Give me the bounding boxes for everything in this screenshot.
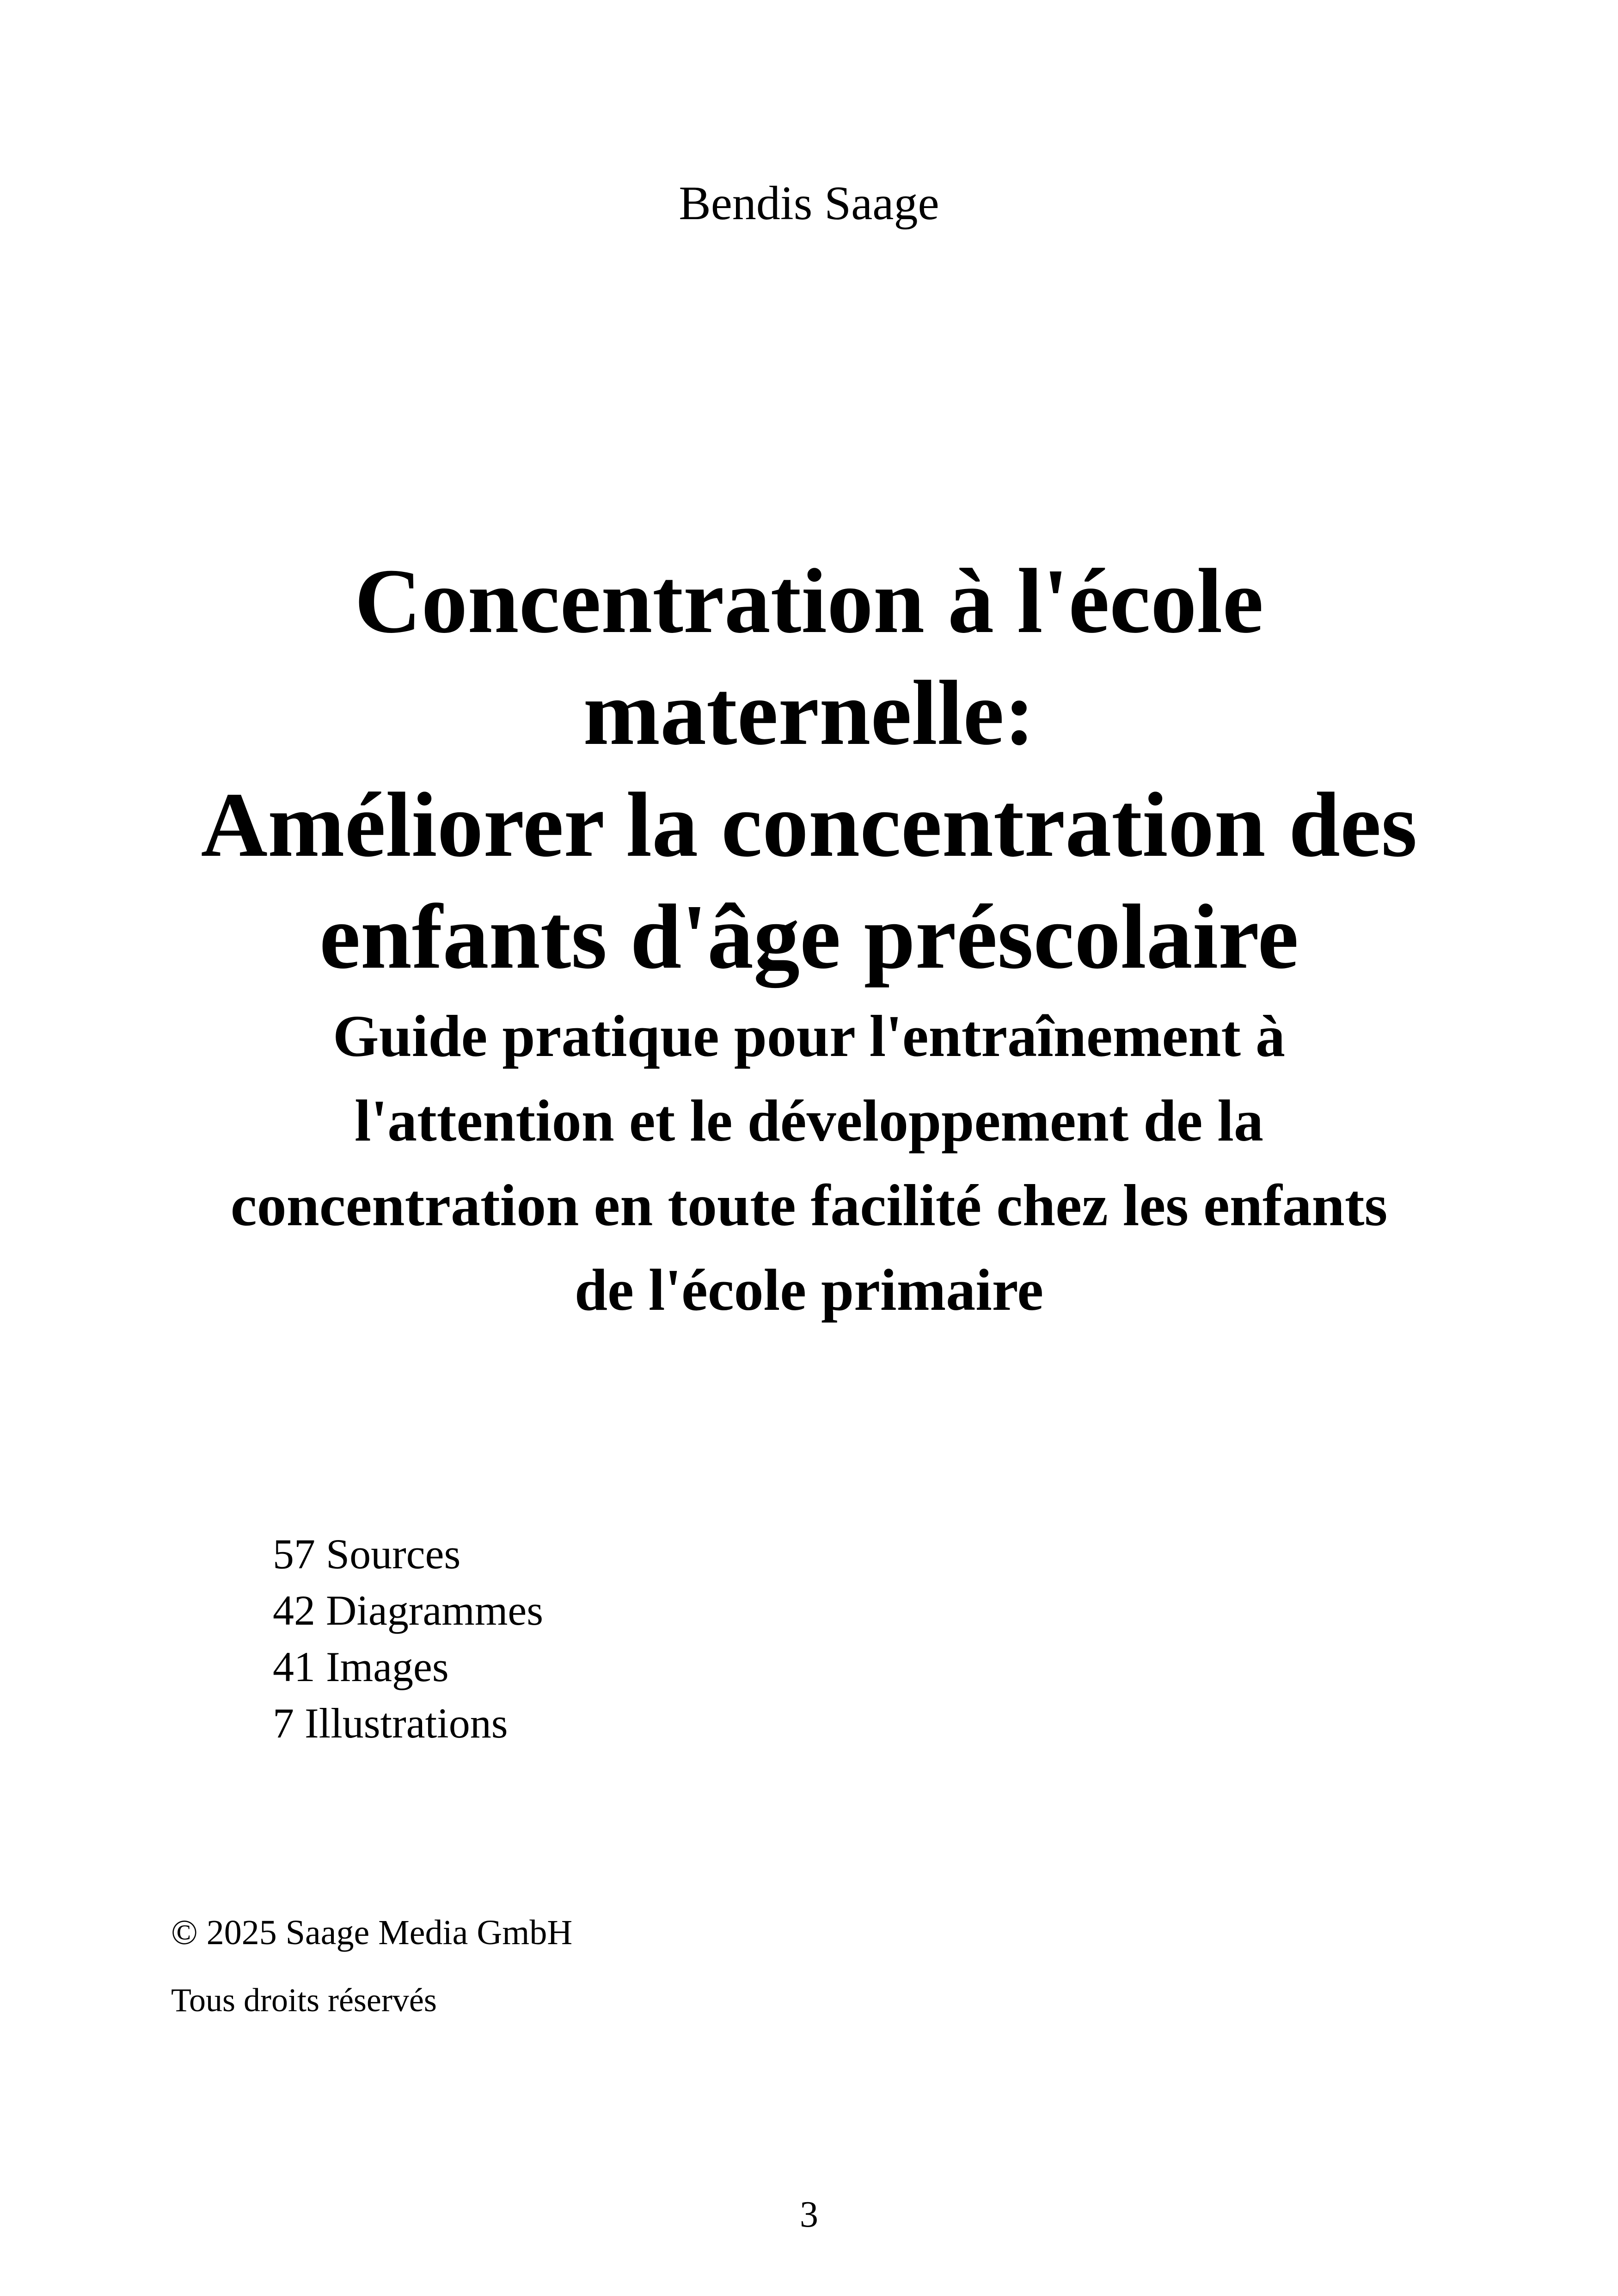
stat-illustrations: 7 Illustrations: [273, 1700, 508, 1747]
book-subtitle-line: concentration en toute facilité chez les enfants: [230, 1173, 1388, 1238]
book-subtitle-line: l'attention et le développement de la: [355, 1088, 1263, 1154]
book-title: [116, 546, 1502, 993]
book-title-line: Améliorer la concentration des: [201, 774, 1417, 876]
author-name: Bendis Saage: [679, 177, 939, 230]
stat-diagrams: 42 Diagrammes: [273, 1587, 544, 1634]
book-subtitle: [116, 994, 1502, 1332]
page-number: 3: [800, 2194, 818, 2235]
book-subtitle-line: Guide pratique pour l'entraînement à: [333, 1003, 1285, 1069]
rights-reserved: Tous droits réservés: [171, 1982, 437, 2019]
book-title-line: enfants d'âge préscolaire: [319, 886, 1299, 988]
stat-sources: 57 Sources: [273, 1530, 461, 1578]
copyright-notice: © 2025 Saage Media GmbH: [171, 1913, 573, 1952]
stat-images: 41 Images: [273, 1643, 449, 1690]
book-title-line: Concentration à l'école: [354, 550, 1264, 652]
content-stats-list: [273, 1526, 543, 1751]
book-subtitle-line: de l'école primaire: [574, 1257, 1044, 1323]
book-title-line: maternelle:: [583, 662, 1035, 764]
